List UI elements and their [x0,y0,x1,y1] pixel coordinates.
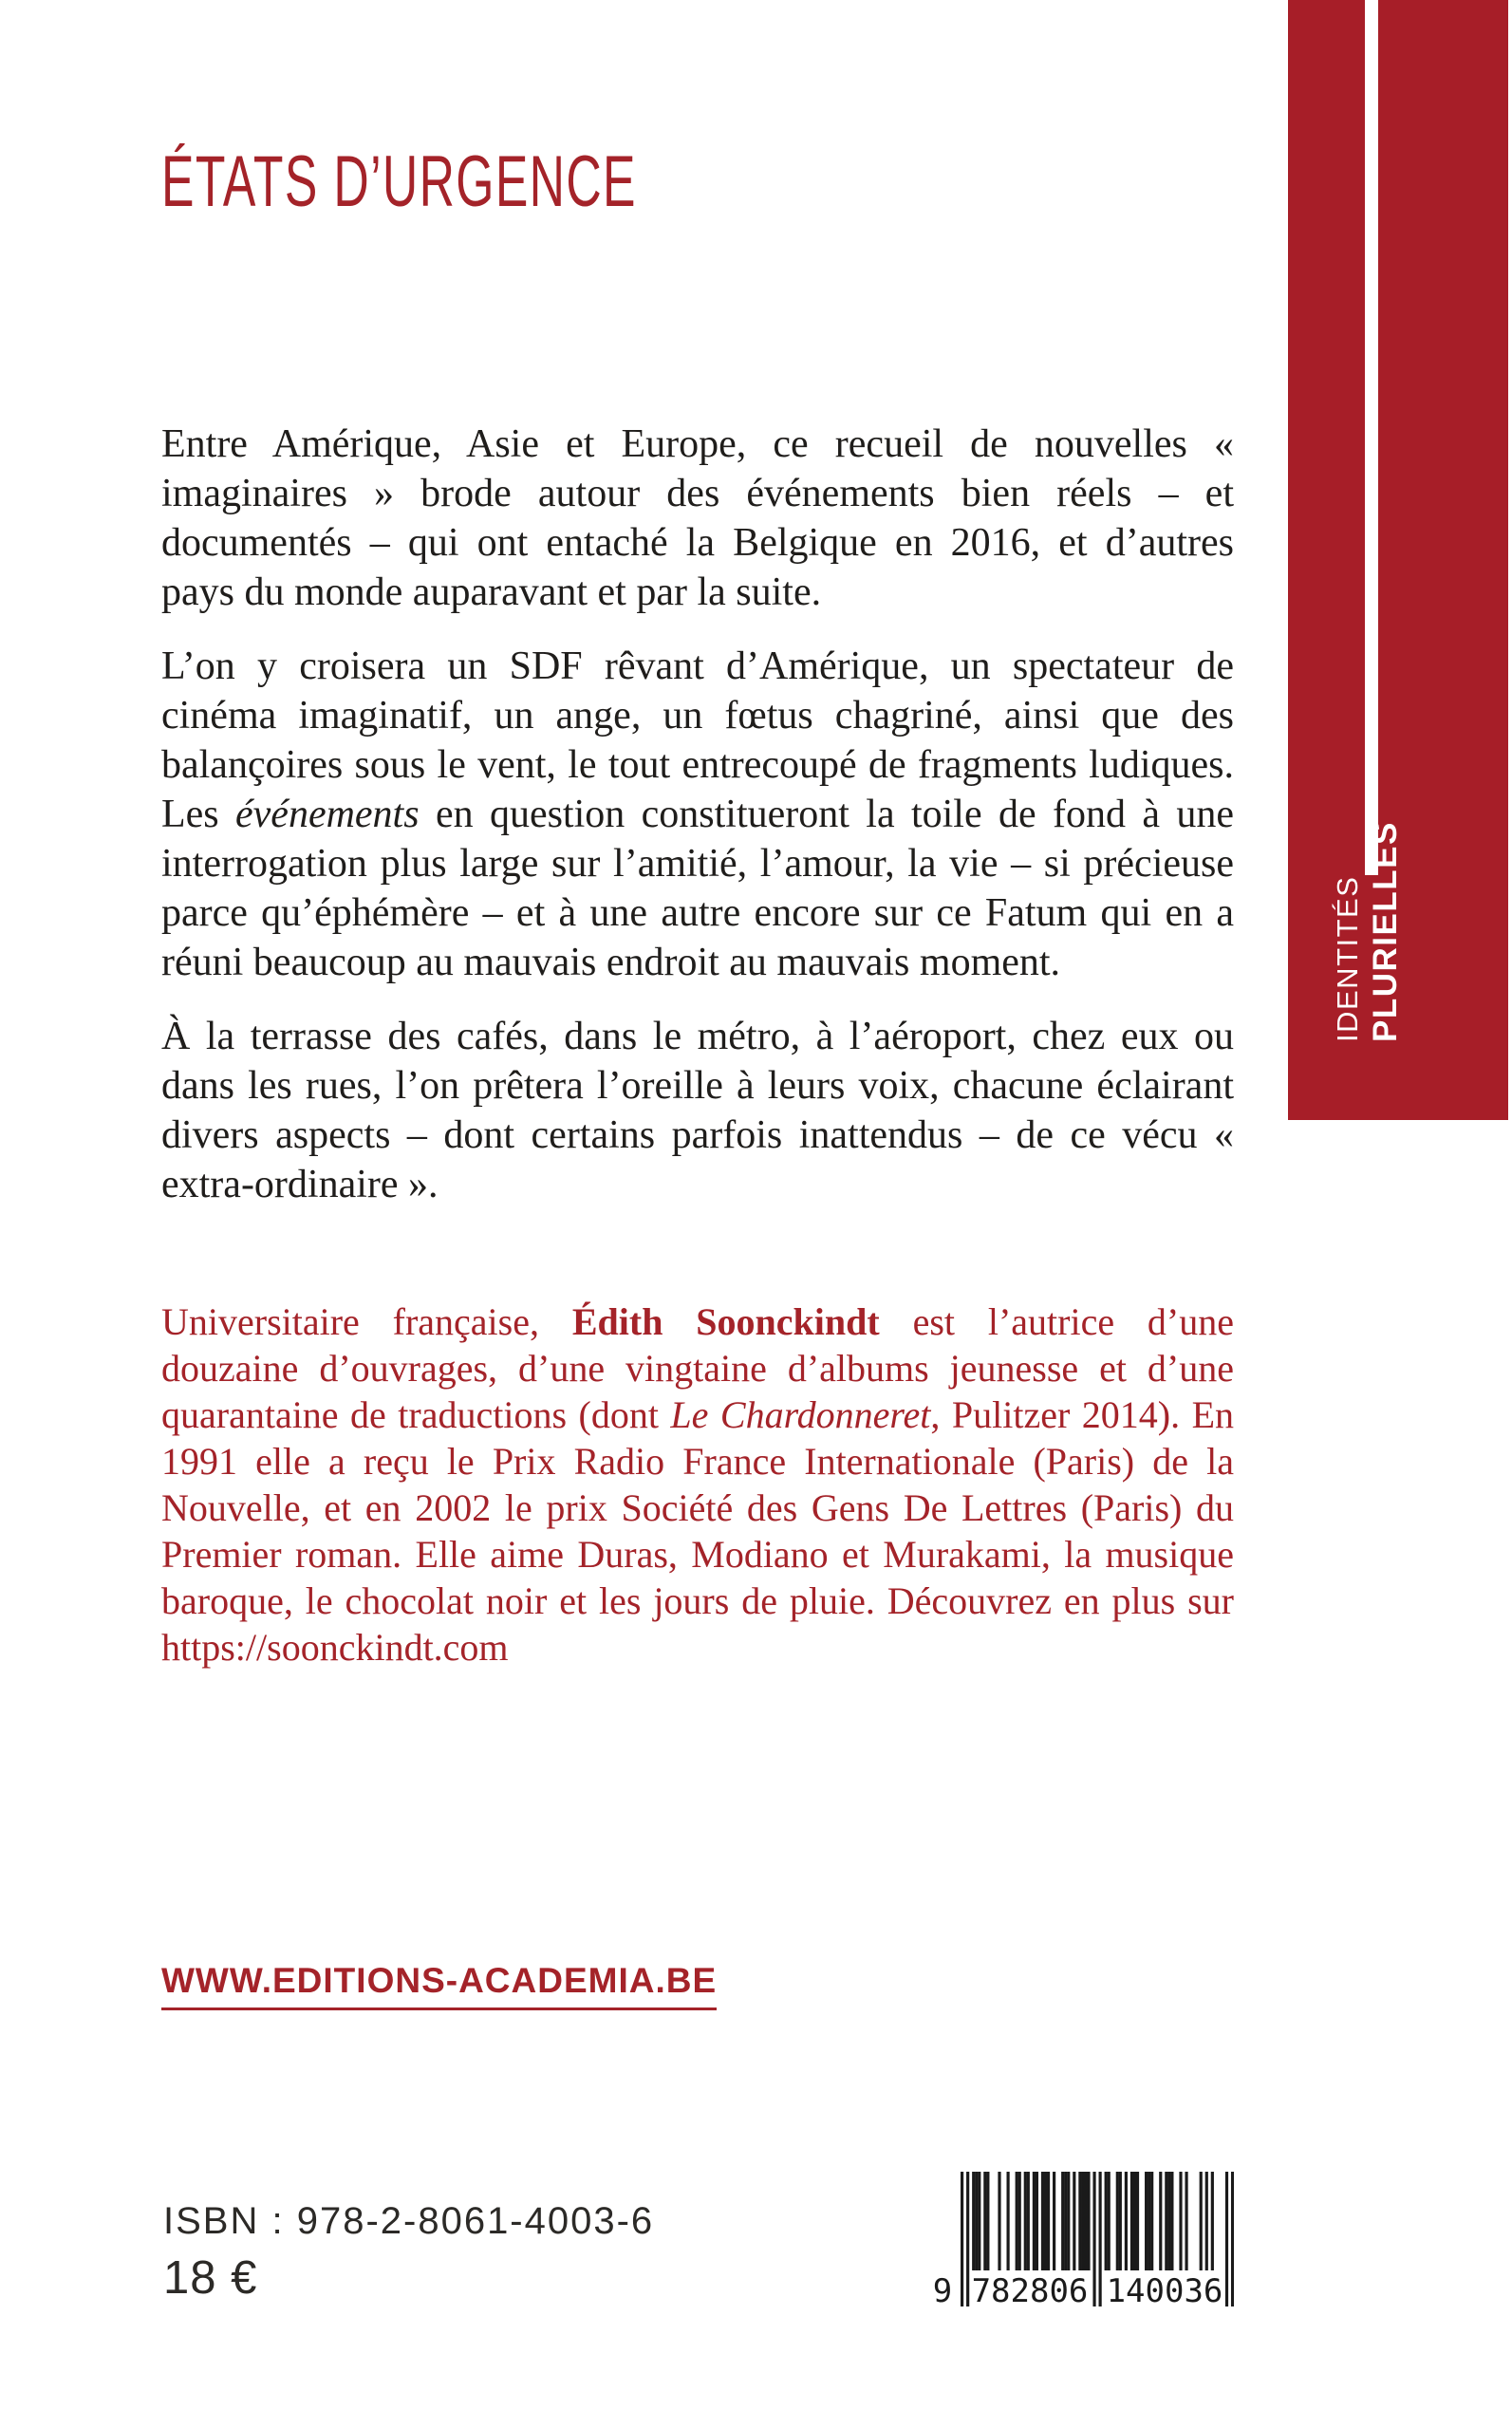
text-run: Entre Amérique, Asie et Europe, ce recueil de nouvelles « imaginaires » brode autour des événements bien réels – et documentés – qui ont entaché la Belgique en 2016, et d’autres pays du monde auparavant et par la suite. [161,422,1234,614]
text-run: événements [235,793,420,836]
text-run: L’on y croisera un SDF rêvant d’Amérique, un spectateur de cinéma imaginatif, un ange, un fœtus chagriné, ainsi que des balançoires sous le vent, le tout entrecoupé de fragments ludiques. Les [161,644,1234,836]
text-run: Édith Soonckindt [571,1300,880,1343]
text-run: À la terrasse des cafés, dans le métro, à l’aéroport, chez eux ou dans les rues, l’on prêtera l’oreille à leurs voix, chacune éclairant divers aspects – dont certains parfois inattendus – de ce vécu « extra-ordinaire ». [161,1015,1234,1206]
price-text: 18 € [163,2252,258,2304]
barcode-digits-left: 782806 [971,2272,1089,2310]
author-bio [161,1298,1234,1671]
author-bio-paragraph [161,1298,1234,1671]
synopsis-paragraph-1 [161,420,1234,617]
synopsis [161,420,1234,1234]
series-name-line-1: IDENTITÉS [1331,875,1364,1042]
author-website-link[interactable]: https://soonckindt.com [161,1626,509,1669]
text-run: Le Chardonneret [670,1393,931,1436]
synopsis-paragraph-2 [161,642,1234,987]
text-run: , Pulitzer 2014). En 1991 elle a reçu le Prix Radio France Internationale (Paris) de la Nouvelle, et en 2002 le prix Société des Gens De Lettres (Paris) du Premier roman. Elle aime Duras, Modiano et Murakami, la musique baroque, le chocolat noir et les jours de pluie. Découvrez en plus sur [161,1393,1234,1622]
synopsis-paragraph-3 [161,1012,1234,1209]
barcode-digits-right: 140036 [1106,2272,1223,2310]
text-run: est l’autrice d’une douzaine d’ouvrages, d’une vingtaine d’albums jeunesse et d’une quarantaine de traductions (dont [161,1300,1234,1436]
barcode [932,2172,1234,2312]
barcode-digit-first: 9 [932,2272,953,2310]
text-run: en question constitueront la toile de fond à une interrogation plus large sur l’amitié, l’amour, la vie – si précieuse parce qu’éphémère – et à une autre encore sur ce Fatum qui en a réuni beaucoup au mauvais endroit au mauvais moment. [161,793,1234,984]
book-title: ÉTATS D’URGENCE [161,141,637,222]
isbn-text: ISBN : 978-2-8061-4003-6 [163,2200,655,2242]
text-run: Universitaire française, [161,1300,572,1343]
series-name-line-2: PLURIELLES [1366,821,1404,1042]
series-name [1331,821,1405,1042]
spine-divider-line [1365,0,1378,875]
publisher-website-link[interactable]: WWW.EDITIONS-ACADEMIA.BE [161,1961,717,2010]
